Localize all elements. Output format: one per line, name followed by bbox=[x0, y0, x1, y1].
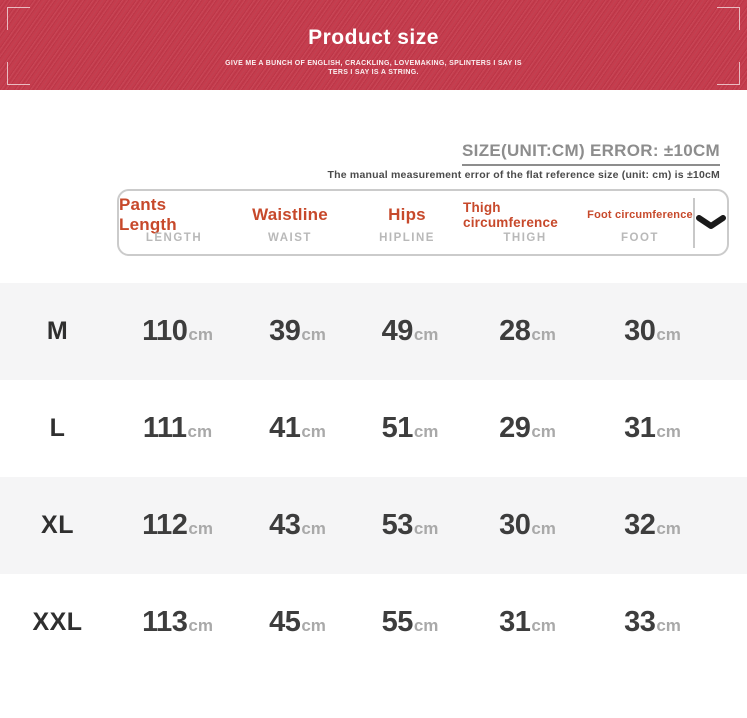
unit-label: cm bbox=[187, 422, 213, 441]
unit-label: cm bbox=[531, 422, 556, 441]
column-header-foot bbox=[587, 191, 693, 254]
unit-label: cm bbox=[301, 616, 326, 635]
unit-label: cm bbox=[301, 422, 326, 441]
value: 32 bbox=[624, 509, 656, 541]
unit-label: cm bbox=[188, 325, 213, 344]
unit-label: cm bbox=[413, 422, 439, 441]
unit-label: cm bbox=[413, 519, 439, 538]
value: 112 bbox=[142, 509, 188, 541]
size-error-subtitle: The manual measurement error of the flat reference size (unit: cm) is ±10cM bbox=[327, 169, 720, 181]
column-label: Waistline bbox=[252, 205, 328, 224]
unit-label: cm bbox=[531, 325, 556, 344]
unit-label: cm bbox=[656, 422, 681, 441]
corner-bracket-top-left-icon bbox=[7, 7, 30, 30]
banner-subtitle-line2: TERS I SAY IS A STRING. bbox=[328, 69, 419, 76]
column-sublabel: FOOT bbox=[621, 232, 659, 244]
corner-bracket-top-right-icon bbox=[717, 7, 740, 30]
table-row bbox=[0, 574, 747, 671]
unit-label: cm bbox=[656, 325, 681, 344]
banner-subtitle bbox=[0, 59, 747, 77]
unit-label: cm bbox=[656, 616, 681, 635]
value: 45 bbox=[269, 606, 301, 638]
column-sublabel: LENGTH bbox=[145, 232, 203, 244]
collapse-button[interactable] bbox=[695, 191, 727, 254]
size-label: XL bbox=[41, 511, 74, 539]
value: 30 bbox=[499, 509, 531, 541]
value: 53 bbox=[381, 509, 413, 541]
column-label: Hips bbox=[388, 205, 426, 224]
corner-bracket-bottom-right-icon bbox=[717, 62, 740, 85]
size-error-title: SIZE(UNIT:CM) ERROR: ±10CM bbox=[462, 141, 720, 166]
table-row bbox=[0, 283, 747, 380]
banner-title: Product size bbox=[308, 26, 439, 49]
unit-label: cm bbox=[301, 519, 326, 538]
value: 41 bbox=[269, 412, 301, 444]
unit-label: cm bbox=[531, 616, 556, 635]
value: 39 bbox=[269, 315, 301, 347]
size-table-body bbox=[0, 283, 747, 671]
column-header-thigh bbox=[463, 191, 587, 254]
corner-bracket-bottom-left-icon bbox=[7, 62, 30, 85]
value: 55 bbox=[381, 606, 413, 638]
value: 49 bbox=[381, 315, 413, 347]
value: 33 bbox=[624, 606, 656, 638]
column-label: Pants Length bbox=[119, 195, 177, 234]
unit-label: cm bbox=[301, 325, 326, 344]
value: 51 bbox=[381, 412, 413, 444]
unit-label: cm bbox=[188, 616, 213, 635]
value: 31 bbox=[624, 412, 656, 444]
column-sublabel: THIGH bbox=[503, 232, 547, 244]
banner-subtitle-line1: GIVE ME A BUNCH OF ENGLISH, CRACKLING, LOVEMAKING, SPLINTERS I SAY IS bbox=[225, 60, 522, 67]
value: 111 bbox=[142, 412, 187, 444]
unit-label: cm bbox=[413, 325, 439, 344]
column-sublabel: WAIST bbox=[268, 232, 312, 244]
unit-label: cm bbox=[656, 519, 681, 538]
value: 113 bbox=[142, 606, 188, 638]
value: 28 bbox=[499, 315, 531, 347]
size-label: M bbox=[46, 317, 69, 345]
value: 29 bbox=[499, 412, 531, 444]
column-header-hips bbox=[351, 191, 463, 254]
table-row bbox=[0, 477, 747, 574]
size-label: XXL bbox=[32, 608, 83, 636]
value: 43 bbox=[269, 509, 301, 541]
column-label: Foot circumference bbox=[587, 209, 693, 221]
column-header-waistline bbox=[229, 191, 351, 254]
banner bbox=[0, 0, 747, 90]
column-label: Thigh circumference bbox=[463, 200, 558, 230]
unit-label: cm bbox=[188, 519, 213, 538]
value: 110 bbox=[142, 315, 188, 347]
column-sublabel: HIPLINE bbox=[379, 232, 435, 244]
table-row bbox=[0, 380, 747, 477]
column-header-pants-length bbox=[119, 191, 229, 254]
size-label: L bbox=[49, 414, 66, 442]
unit-label: cm bbox=[413, 616, 439, 635]
value: 31 bbox=[499, 606, 531, 638]
size-table-header bbox=[117, 189, 729, 256]
value: 30 bbox=[624, 315, 656, 347]
chevron-down-icon bbox=[695, 215, 727, 230]
unit-label: cm bbox=[531, 519, 556, 538]
